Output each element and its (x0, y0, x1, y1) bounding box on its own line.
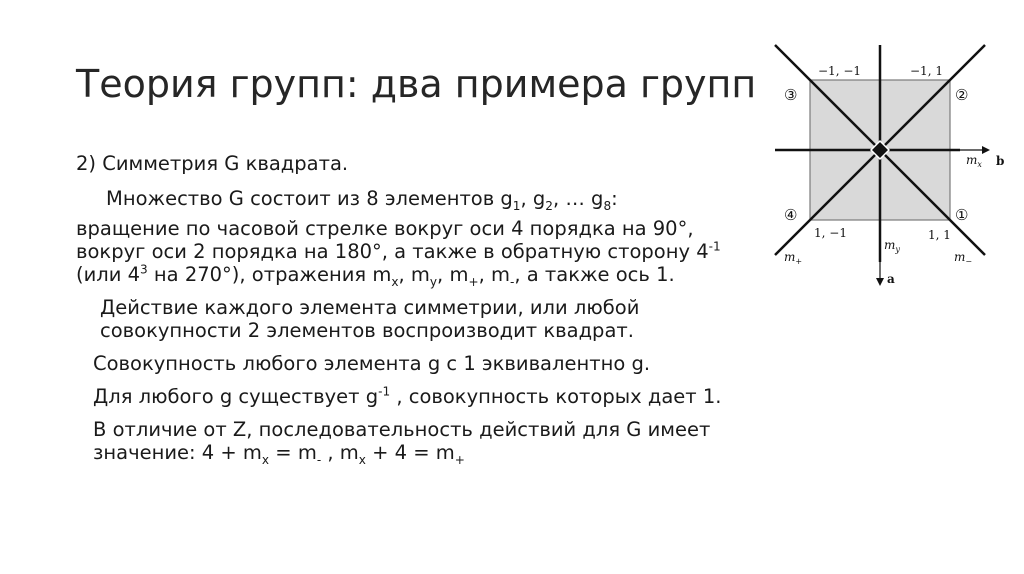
axis-a-arrowhead (876, 278, 884, 286)
paragraph-equation: значение: $4 + m_x = m_-$ , $m_x + 4 = m_+$ (93, 441, 465, 467)
corner-label-bl: 1, −1 (814, 226, 847, 240)
axis-my-label: $m_y$ (884, 238, 900, 254)
axis-mplus-label: $m_+$ (784, 250, 803, 266)
axis-b-label: b (996, 154, 1005, 168)
paragraph-inverse: Для любого g существует $g^{-1}$ , совокупность которых дает 1. (93, 384, 722, 408)
square-symmetry-diagram (770, 40, 1016, 290)
paragraph-set-g: Множество G состоит из 8 элементов $g_1$, $g_2$, … $g_8$: (106, 187, 618, 213)
vertex-4-label: ④ (784, 206, 798, 224)
vertex-1-label: ① (955, 206, 969, 224)
vertex-2-label: ② (955, 86, 969, 104)
paragraph-symmetry: 2) Симметрия G квадрата. (76, 152, 349, 175)
axis-b-arrowhead (982, 146, 990, 154)
axis-mx-label: $m_x$ (966, 153, 982, 169)
vertex-3-label: ③ (784, 86, 798, 104)
corner-label-tl: −1, −1 (818, 64, 862, 78)
corner-label-br: 1, 1 (928, 228, 951, 242)
slide-title: Теория групп: два примера групп (76, 62, 757, 106)
paragraph-rotations: вращение по часовой стрелке вокруг оси 4 порядка на 90°, вокруг оси 2 порядка на 180°, а также в обратную сторону $4^{-1}$ (или $4^3$ на 270°), отражения $m_x$, $m_y$, $m_+$, $m_-$, а также ось 1. (76, 217, 721, 289)
paragraph-noncommutative: В отличие от Z, последовательность действий для G имеет значение: $4 + m_x = m_-$ , $m_x + 4 = m_+$ (93, 418, 711, 467)
paragraph-action: Действие каждого элемента симметрии, или любой совокупности 2 элементов воспроизводит квадрат. (100, 296, 640, 342)
slide-body (76, 152, 766, 474)
paragraph-identity: Совокупность любого элемента g с 1 эквивалентно g. (93, 352, 651, 375)
corner-label-tr: −1, 1 (910, 64, 943, 78)
axis-mminus-label: $m_-$ (954, 250, 973, 266)
axis-a-label: a (887, 272, 895, 286)
